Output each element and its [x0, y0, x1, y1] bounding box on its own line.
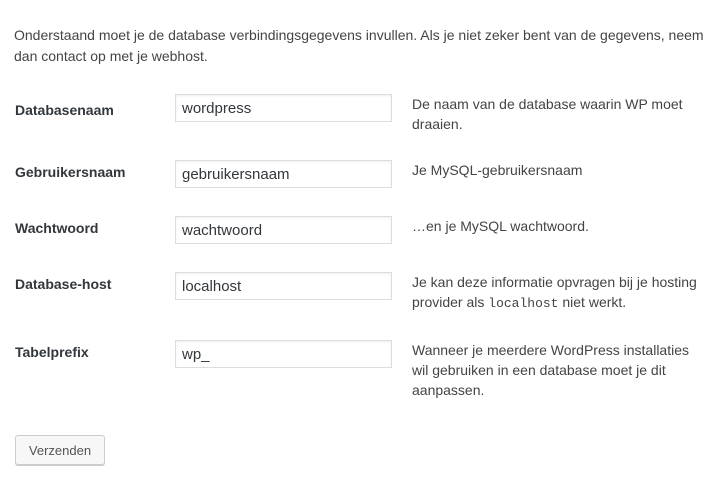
label-database-name: Databasenaam	[15, 102, 114, 118]
description-database-name: De naam van de database waarin WP moet draaien.	[412, 96, 683, 132]
database-name-input[interactable]	[175, 94, 392, 122]
intro-text: Onderstaand moet je de database verbindingsgegevens invullen. Als je niet zeker bent van de gegevens, neem dan contact op met je webhost.	[14, 27, 704, 64]
description-table-prefix: Wanneer je meerdere WordPress installaties wil gebruiken in een database moet je dit aanpassen.	[412, 342, 690, 398]
description-database-host-after: niet werkt.	[558, 294, 627, 310]
submit-button[interactable]: Verzenden	[15, 435, 105, 465]
label-table-prefix: Tabelprefix	[15, 344, 89, 360]
description-database-host-before: Je kan deze informatie opvragen bij je hosting provider als	[412, 274, 697, 310]
label-database-host: Database-host	[15, 276, 112, 292]
description-password: …en je MySQL wachtwoord.	[412, 218, 589, 234]
description-database-host-code: localhost	[488, 296, 559, 311]
label-password: Wachtwoord	[15, 220, 99, 236]
password-input[interactable]	[175, 216, 392, 244]
username-input[interactable]	[175, 160, 392, 188]
description-username: Je MySQL-gebruikersnaam	[412, 162, 583, 178]
label-username: Gebruikersnaam	[15, 164, 126, 180]
database-host-input[interactable]	[175, 272, 392, 300]
table-prefix-input[interactable]	[175, 340, 392, 368]
description-database-host	[412, 272, 702, 314]
